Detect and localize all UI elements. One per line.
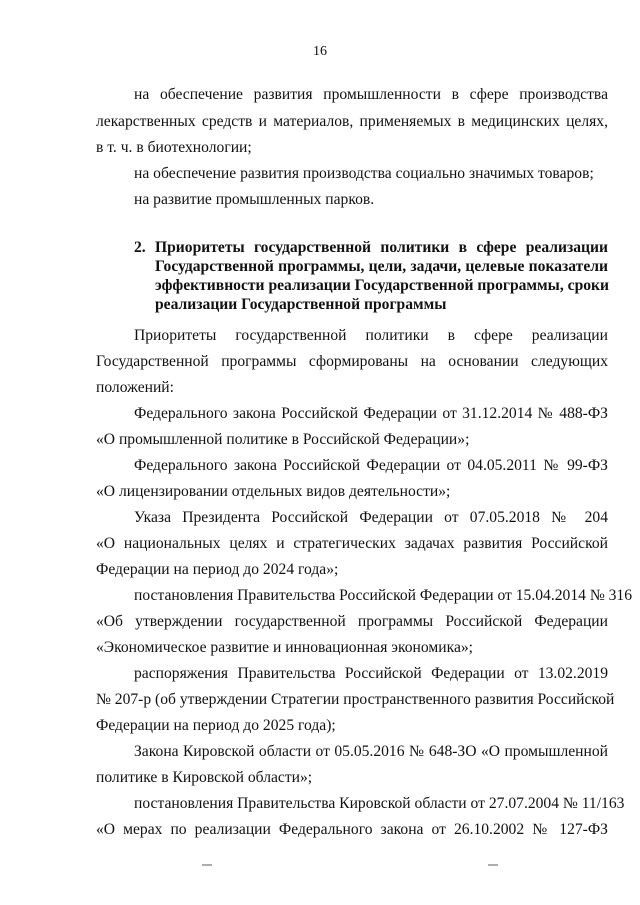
text-line: «О мерах по реализации Федерального закона от 26.10.2002 № 127-ФЗ <box>96 821 608 838</box>
text-line: на развитие промышленных парков. <box>134 191 375 208</box>
text-line: Государственной программы сформированы на основании следующих <box>96 353 608 370</box>
text-line: распоряжения Правительства Российской Федерации от 13.02.2019 <box>134 665 608 682</box>
text-line: Указа Президента Российской Федерации от 07.05.2018 № 204 <box>134 509 608 526</box>
text-line: Федерации на период до 2024 года»; <box>96 561 339 578</box>
text-line: Закона Кировской области от 05.05.2016 № 648-ЗО «О промышленной <box>134 743 608 760</box>
text-line: положений: <box>96 379 174 396</box>
scan-artifact <box>488 864 498 866</box>
text-line: Приоритеты государственной политики в сфере реализации <box>134 327 608 344</box>
section-title-line: Приоритеты государственной политики в сфере реализации <box>155 239 608 256</box>
section-title-line: Государственной программы, цели, задачи, целевые показатели <box>155 258 608 275</box>
text-line: Федерального закона Российской Федерации от 31.12.2014 № 488-ФЗ <box>134 405 608 422</box>
page-number: 16 <box>313 44 327 59</box>
section-title-line: реализации Государственной программы <box>155 296 447 313</box>
text-line: на обеспечение развития промышленности в сфере производства <box>134 86 608 103</box>
text-line: постановления Правительства Кировской области от 27.07.2004 № 11/163 <box>134 795 625 812</box>
text-line: политике в Кировской области»; <box>96 769 313 786</box>
text-line: лекарственных средств и материалов, применяемых в медицинских целях, <box>96 113 608 130</box>
text-line: Федерального закона Российской Федерации от 04.05.2011 № 99-ФЗ <box>134 457 608 474</box>
text-line: «О промышленной политике в Российской Федерации»; <box>96 431 470 448</box>
text-line: «Об утверждении государственной программы Российской Федерации <box>96 613 608 630</box>
text-line: «Экономическое развитие и инновационная экономика»; <box>96 639 474 656</box>
text-line: № 207-р (об утверждении Стратегии пространственного развития Российской <box>96 691 615 708</box>
scan-artifact <box>202 864 212 866</box>
text-line: «О лицензировании отдельных видов деятельности»; <box>96 483 451 500</box>
text-line: «О национальных целях и стратегических задачах развития Российской <box>96 535 608 552</box>
text-line: постановления Правительства Российской Федерации от 15.04.2014 № 316 <box>134 587 633 604</box>
text-line: Федерации на период до 2025 года); <box>96 717 336 734</box>
text-line: на обеспечение развития производства социально значимых товаров; <box>134 165 594 182</box>
section-number: 2. <box>134 239 146 256</box>
text-line: в т. ч. в биотехнологии; <box>96 139 252 156</box>
section-title-line: эффективности реализации Государственной программы, сроки <box>155 277 610 294</box>
